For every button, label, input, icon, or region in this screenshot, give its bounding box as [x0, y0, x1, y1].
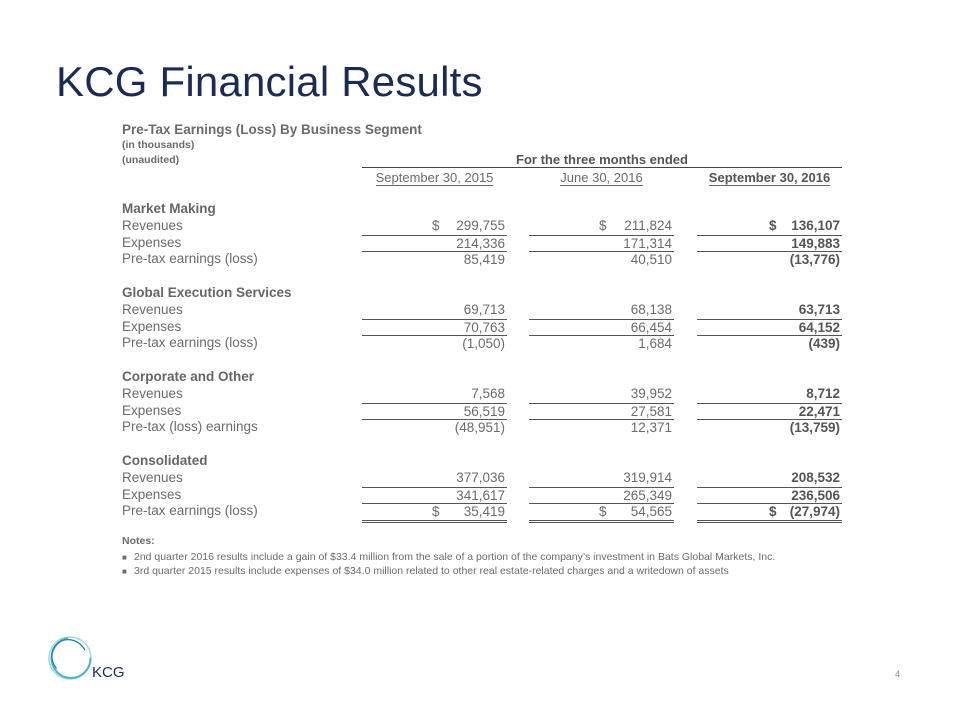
currency-symbol: $ [432, 504, 440, 520]
table-row [122, 235, 842, 252]
table-cell [529, 503, 674, 523]
table-cell [697, 470, 842, 486]
bullet-icon: ■ [122, 553, 127, 562]
row-label: Revenues [122, 469, 183, 485]
table-cell [529, 218, 674, 234]
report-units: (in thousands) [122, 139, 195, 151]
notes [122, 535, 775, 579]
cell-value: 1,684 [638, 336, 672, 352]
currency-symbol: $ [599, 504, 607, 520]
row-label: Expenses [122, 402, 182, 418]
table-cell [697, 419, 842, 436]
table-cell [697, 302, 842, 318]
row-label: Expenses [122, 486, 182, 502]
cell-value: 299,755 [456, 217, 505, 233]
cell-value: 319,914 [623, 469, 672, 485]
table-cell [529, 319, 674, 336]
table-cell [362, 386, 507, 402]
cell-value: 69,713 [463, 301, 505, 317]
cell-value: 39,952 [630, 385, 672, 401]
cell-value: 171,314 [623, 235, 672, 251]
table-cell [362, 235, 507, 252]
cell-value: 7,568 [471, 385, 505, 401]
cell-value: 136,107 [791, 217, 840, 233]
row-label: Pre-tax earnings (loss) [122, 335, 258, 351]
table-row [122, 419, 842, 436]
report-audit-note: (unaudited) [122, 154, 180, 166]
table-cell [362, 403, 507, 420]
table-row [122, 251, 842, 268]
table-cell [529, 251, 674, 268]
row-label: Revenues [122, 301, 183, 317]
cell-value: 40,510 [630, 252, 672, 268]
report-heading: Pre-Tax Earnings (Loss) By Business Segment [122, 122, 422, 137]
table-cell [362, 470, 507, 486]
table-cell [697, 335, 842, 352]
cell-value: 70,763 [463, 319, 505, 335]
table-row [122, 487, 842, 504]
table-cell [529, 487, 674, 504]
cell-value: 149,883 [791, 235, 840, 251]
section-header [122, 201, 842, 218]
period-divider [362, 167, 842, 168]
column-header: September 30, 2015 [375, 170, 494, 185]
table-cell [529, 302, 674, 318]
page-number: 4 [895, 669, 901, 679]
kcg-logo-icon [44, 634, 104, 690]
period-label: For the three months ended [516, 152, 688, 167]
cell-value: 341,617 [456, 487, 505, 503]
section-title: Global Execution Services [122, 285, 292, 300]
section-title: Corporate and Other [122, 369, 255, 384]
cell-value: (13,759) [789, 420, 840, 436]
cell-value: 8,712 [806, 385, 840, 401]
note-item: ■ 2nd quarter 2016 results include a gain of $33.4 million from the sale of a portion of the company’s investment in Bats Global Markets, Inc. [122, 551, 776, 563]
cell-value: 211,824 [624, 217, 672, 233]
cell-value: (48,951) [454, 420, 505, 436]
table-row [122, 302, 842, 319]
cell-value: 64,152 [798, 319, 840, 335]
table-cell [362, 419, 507, 436]
cell-value: 22,471 [798, 403, 840, 419]
cell-value: 54,565 [630, 504, 672, 520]
section-title: Consolidated [122, 453, 208, 468]
cell-value: 56,519 [463, 403, 505, 419]
logo-text: KCG [92, 664, 125, 681]
cell-value: 214,336 [456, 235, 505, 251]
table-cell [529, 419, 674, 436]
column-header: September 30, 2016 [708, 170, 831, 185]
table-cell [362, 335, 507, 352]
table-cell [697, 487, 842, 504]
currency-symbol: $ [432, 217, 440, 233]
table-row [122, 403, 842, 420]
table-cell [362, 319, 507, 336]
row-label: Pre-tax (loss) earnings [122, 419, 258, 435]
column-header: June 30, 2016 [560, 170, 643, 185]
currency-symbol: $ [769, 217, 777, 233]
table-row [122, 503, 842, 520]
cell-value: 63,713 [798, 301, 840, 317]
table-cell [697, 386, 842, 402]
table-row [122, 470, 842, 487]
table-cell [529, 470, 674, 486]
section-header [122, 285, 842, 302]
cell-value: (27,974) [789, 504, 840, 520]
currency-symbol: $ [599, 217, 607, 233]
table-cell [362, 487, 507, 504]
table-cell [529, 403, 674, 420]
table-cell [362, 251, 507, 268]
cell-value: 68,138 [630, 301, 672, 317]
cell-value: 27,581 [630, 403, 672, 419]
currency-symbol: $ [769, 504, 777, 520]
table-cell [697, 403, 842, 420]
section-title: Market Making [122, 201, 216, 216]
table-row [122, 319, 842, 336]
table-cell [697, 235, 842, 252]
page-title: KCG Financial Results [56, 58, 483, 105]
cell-value: (13,776) [789, 252, 840, 268]
cell-value: (439) [808, 336, 840, 352]
table-row [122, 218, 842, 235]
cell-value: 377,036 [456, 469, 505, 485]
cell-value: (1,050) [462, 336, 505, 352]
table-cell [362, 302, 507, 318]
row-label: Expenses [122, 234, 182, 250]
table-cell [697, 319, 842, 336]
notes-title: Notes: [122, 535, 155, 547]
cell-value: 35,419 [463, 504, 505, 520]
table-cell [362, 218, 507, 234]
cell-value: 236,506 [791, 487, 840, 503]
cell-value: 66,454 [630, 319, 672, 335]
bullet-icon: ■ [122, 567, 127, 576]
table-row [122, 386, 842, 403]
cell-value: 12,371 [630, 420, 672, 436]
row-label: Expenses [122, 318, 182, 334]
table-cell [697, 218, 842, 234]
table-cell [362, 503, 507, 523]
section-header [122, 453, 842, 470]
section-header [122, 369, 842, 386]
cell-value: 208,532 [791, 469, 840, 485]
cell-value: 85,419 [463, 252, 505, 268]
row-label: Revenues [122, 217, 183, 233]
cell-value: 265,349 [623, 487, 672, 503]
table-cell [529, 386, 674, 402]
note-item: ■ 3rd quarter 2015 results include expenses of $34.0 million related to other real estate-related charges and a writedown of assets [122, 565, 729, 577]
row-label: Pre-tax earnings (loss) [122, 251, 258, 267]
table-cell [697, 503, 842, 523]
table-cell [529, 235, 674, 252]
row-label: Pre-tax earnings (loss) [122, 503, 258, 519]
table-row [122, 335, 842, 352]
row-label: Revenues [122, 385, 183, 401]
table-cell [697, 251, 842, 268]
table-cell [529, 335, 674, 352]
